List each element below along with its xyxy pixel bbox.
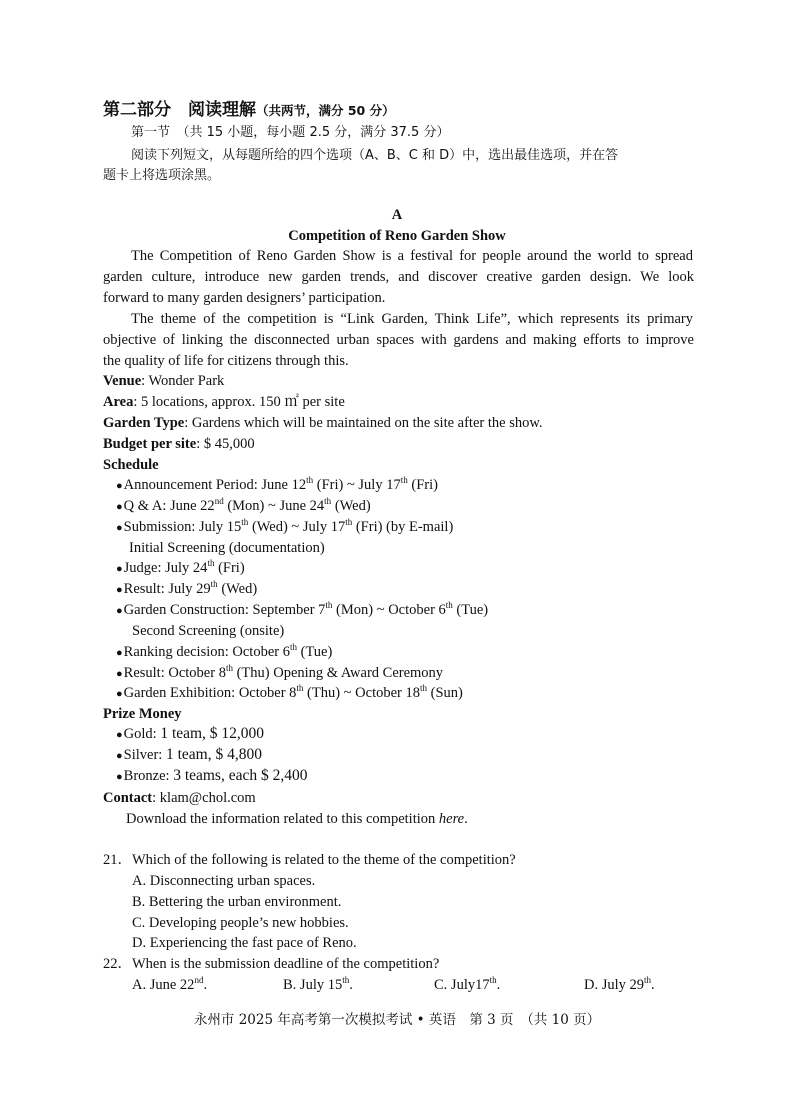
venue-row (103, 371, 224, 391)
prize-label: Prize Money (103, 706, 182, 722)
schedule-item-text: Second Screening (onsite) (132, 623, 285, 639)
prize-item-gold: ●Gold: 1 team, $ 12,000 (116, 725, 265, 742)
schedule-item: ●Result: October 8th (Thu) Opening & Award Ceremony (116, 663, 444, 681)
download-link[interactable]: here (438, 811, 465, 827)
q22-option-b[interactable]: B. July 15th. (283, 975, 353, 993)
budget-value: : $ 45,000 (196, 436, 255, 452)
venue-label: Venue (103, 373, 142, 389)
q21-option-d[interactable]: D. Experiencing the fast pace of Reno. (132, 935, 357, 951)
contact-value: : klam@chol.com (152, 790, 256, 806)
schedule-item-text: Q & A: June 22nd (Mon) ~ June 24th (Wed) (123, 496, 371, 514)
garden-type-value: : Gardens which will be maintained on the site after the show. (184, 415, 543, 431)
schedule-item: ●Result: July 29th (Wed) (116, 579, 258, 597)
instruction-line-2: 题卡上将选项涂黑。 (103, 168, 221, 183)
p2-line-1: The theme of the competition is “Link Garden, Think Life”, which represents its primary (131, 311, 693, 327)
q22-option-c[interactable]: C. July17th. (434, 975, 501, 993)
venue-value: : Wonder Park (141, 373, 225, 389)
p1-line-1: The Competition of Reno Garden Show is a festival for people around the world to spread (131, 248, 693, 264)
contact-label: Contact (103, 790, 153, 806)
part-subtitle: （共两节，满分 50 分） (256, 103, 395, 118)
question-number: 22． (103, 956, 132, 972)
schedule-item-text: Submission: July 15th (Wed) ~ July 17th (Fri) (by E-mail) (123, 517, 454, 535)
q22-option-d[interactable]: D. July 29th. (584, 975, 655, 993)
section-title: 第一节 （共 15 小题，每小题 2.5 分，满分 37.5 分） (131, 125, 450, 140)
part-title: 第二部分 阅读理解 (103, 100, 256, 120)
area-value: : 5 locations, approx. 150 ㎡ per site (133, 394, 345, 410)
garden-type-row (103, 413, 543, 433)
garden-type-label: Garden Type (103, 415, 185, 431)
area-label: Area (103, 394, 134, 410)
schedule-item-text: Ranking decision: October 6th (Tue) (123, 642, 333, 660)
budget-row (103, 434, 255, 454)
schedule-item-text: Result: July 29th (Wed) (123, 579, 258, 597)
prize-item-bronze: ●Bronze: 3 teams, each $ 2,400 (116, 767, 308, 784)
schedule-item-text: Announcement Period: June 12th (Fri) ~ July 17th (Fri) (123, 475, 438, 493)
schedule-item-text: Garden Exhibition: October 8th (Thu) ~ October 18th (Sun) (123, 683, 463, 701)
schedule-item-text: Initial Screening (documentation) (129, 540, 325, 556)
instruction-line-1: 阅读下列短文，从每题所给的四个选项（A、B、C 和 D）中，选出最佳选项，并在答 (131, 148, 619, 163)
q22-option-a[interactable]: A. June 22nd. (132, 975, 208, 993)
p1-line-2: garden culture, introduce new garden trends, and discover creative garden design. We look (103, 269, 694, 285)
part-heading (103, 100, 395, 121)
budget-label: Budget per site (103, 436, 197, 452)
q21-option-c[interactable]: C. Developing people’s new hobbies. (132, 915, 349, 931)
schedule-item-text: Garden Construction: September 7th (Mon) ~ October 6th (Tue) (123, 600, 489, 618)
schedule-item: ●Submission: July 15th (Wed) ~ July 17th (Fri) (by E-mail) (116, 517, 454, 535)
prize-item-silver: ●Silver: 1 team, $ 4,800 (116, 746, 262, 763)
passage-letter: A (391, 207, 403, 223)
question-21-stem: 21．Which of the following is related to the theme of the competition? (103, 852, 516, 868)
q21-option-b[interactable]: B. Bettering the urban environment. (132, 894, 342, 910)
schedule-item (129, 538, 325, 558)
p2-line-3: the quality of life for citizens through this. (103, 353, 349, 369)
question-22-stem: 22．When is the submission deadline of the competition? (103, 956, 440, 972)
schedule-item: ●Garden Exhibition: October 8th (Thu) ~ October 18th (Sun) (116, 683, 463, 701)
schedule-item: ●Judge: July 24th (Fri) (116, 558, 245, 576)
schedule-item-text: Judge: July 24th (Fri) (123, 558, 245, 576)
p1-line-3: forward to many garden designers’ participation. (103, 290, 386, 306)
schedule-item-text: Result: October 8th (Thu) Opening & Award Ceremony (123, 663, 444, 681)
schedule-item: ●Q & A: June 22nd (Mon) ~ June 24th (Wed) (116, 496, 371, 514)
schedule-item: ●Announcement Period: June 12th (Fri) ~ July 17th (Fri) (116, 475, 438, 493)
p2-line-2: objective of linking the disconnected urban spaces with gardens and making efforts to improve (103, 332, 694, 348)
passage-title: Competition of Reno Garden Show (288, 228, 506, 244)
area-row (103, 392, 345, 412)
question-number: 21． (103, 852, 132, 868)
schedule-item: ●Garden Construction: September 7th (Mon) ~ October 6th (Tue) (116, 600, 489, 618)
schedule-item: ●Ranking decision: October 6th (Tue) (116, 642, 333, 660)
q21-option-a[interactable]: A. Disconnecting urban spaces. (132, 873, 316, 889)
page-footer: 永州市 2025 年高考第一次模拟考试 • 英语 第 3 页 （共 10 页） (193, 1012, 601, 1028)
schedule-label: Schedule (103, 457, 159, 473)
download-row: Download the information related to this competition here. (126, 811, 468, 827)
schedule-item (132, 621, 284, 641)
contact-row (103, 788, 256, 808)
